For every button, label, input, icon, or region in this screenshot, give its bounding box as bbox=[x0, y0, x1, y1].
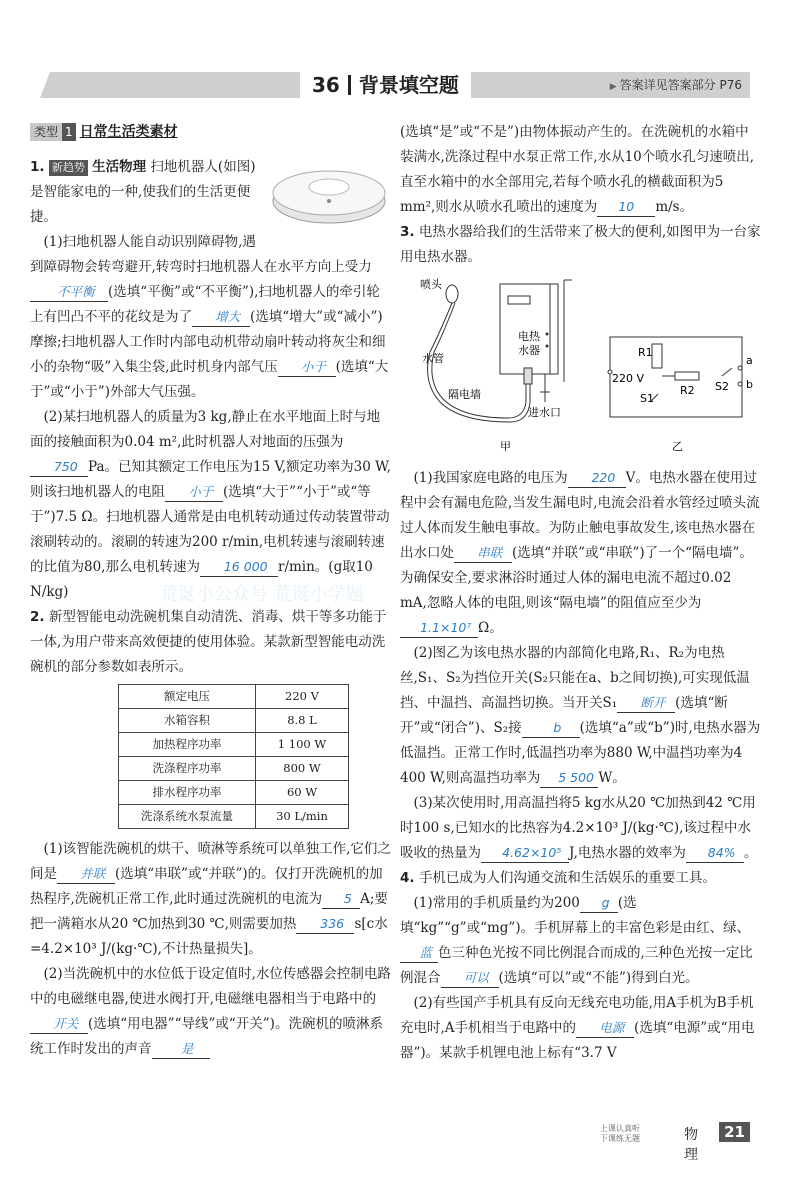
label-voltage: 220 V bbox=[612, 372, 645, 385]
label-heater-1: 电热 bbox=[518, 330, 540, 343]
spec-row bbox=[119, 685, 349, 709]
question-1: 1. 新趋势 生活物理 扫地机器人(如图)是智能家电的一种,使我们的生活更便捷。 (1)扫地机器人能自动识别障碍物,遇到障碍物会转弯避开,转弯时扫地机器人在水平方向上受力不平衡 (选填“平衡”或“不平衡”),扫地机器人的牵引轮上有凹凸不平的花纹是为了 增大 (选填“增大”或“减小”)摩擦;扫地机器人工作时内部电动机带动扇叶转动将灰尘和细小的杂物“吸”入集尘袋,此时机身内部气压 小于 (选填“大于”或“小于”)外部大气压强。 (2)某扫地机器人的质量为3 kg,静止在水平地面上时与地面的接触面积为0.04 m²,此时机器人对地面的压强为750 Pa。已知其额定工作电压为15 V,额定功率为30 W,则该扫地机器人的电阻 小于 (选填“大于”“小于”或“等于”)7.5 Ω。扫地机器人通常是由电机转动通过传动装置带动滚刷转动的。滚刷的转速为200 r/min,电机转速与滚刷转速的比值为80,那么电机转速为 16 000 r/min。(g取10 N/kg) bbox=[30, 155, 392, 605]
page-number: 21 bbox=[719, 1122, 750, 1142]
answer-blank: 220 bbox=[568, 469, 626, 488]
triangle-icon: ▶ bbox=[609, 82, 617, 92]
section-title: 日常生活类素材 bbox=[79, 124, 178, 140]
answer-blank: 开关 bbox=[30, 1015, 88, 1034]
spec-value: 60 W bbox=[256, 781, 349, 805]
answer-blank: 5 500 bbox=[540, 769, 598, 788]
footer-slogan: 上课认真听 下课练无题 bbox=[600, 1124, 640, 1143]
spec-key: 排水程序功率 bbox=[119, 781, 256, 805]
label-pipe: 水管 bbox=[422, 352, 444, 365]
spec-table bbox=[118, 684, 349, 829]
footer-subject: 物理 bbox=[684, 1127, 698, 1163]
spec-key: 加热程序功率 bbox=[119, 733, 256, 757]
topic-label: 生活物理 bbox=[92, 159, 147, 175]
spec-key: 洗涤程序功率 bbox=[119, 757, 256, 781]
section-heading bbox=[30, 120, 392, 145]
answer-blank: 断开 bbox=[617, 694, 675, 713]
answer-blank: 不平衡 bbox=[30, 283, 108, 302]
label-s2: S2 bbox=[715, 380, 729, 393]
answer-blank: 并联 bbox=[57, 865, 115, 884]
figure-drawing bbox=[400, 272, 762, 462]
label-fig-b: 乙 bbox=[672, 440, 683, 453]
label-wall: 隔电墙 bbox=[448, 388, 481, 401]
q4-number: 4. bbox=[400, 870, 415, 886]
answer-blank: 750 bbox=[30, 458, 88, 477]
answer-blank: 16 000 bbox=[200, 558, 278, 577]
answer-reference: ▶ 答案详见答案部分 P76 bbox=[609, 78, 742, 92]
label-fig-a: 甲 bbox=[500, 440, 511, 453]
label-heater-2: 水器 bbox=[518, 344, 540, 357]
watermark: 荒诞小公众号 荒诞小学题 bbox=[160, 584, 364, 605]
chapter-title: 背景填空题 bbox=[358, 73, 459, 97]
answer-blank: 小于 bbox=[165, 483, 223, 502]
spec-row bbox=[119, 805, 349, 829]
spec-value: 30 L/min bbox=[256, 805, 349, 829]
answer-blank: 84% bbox=[686, 844, 744, 863]
answer-blank: 10 bbox=[597, 198, 655, 217]
right-column: (选填“是”或“不是”)由物体振动产生的。在洗碗机的水箱中装满水,洗涤过程中水泵正常工作,水从10个喷水孔匀速喷出,直至水箱中的水全部用完,若每个喷水孔的横截面积为5 mm²,则水从喷水孔喷出的速度为 10 m/s。 3. 电热水器给我们的生活带来了极大的便利,如图甲为一台家用电热水器。 喷头 水管 隔电墙 电热 水器 进水口 甲 220 V R1 R2 S1 S2 a b 乙 (1)我国家庭电路的电压为 220 V。电热水器在使用过程中会有漏电危险,当发生漏电时,电流会沿着水管经过喷头流过人体而发生触电事故。为防止触电事故发生,该电热水器在出水口处 串联 (选填“并联”或“串联”)了一个“隔电墙”。为确保安全,要求淋浴时通过人体的漏电电流不超过0.02 mA,忽略人体的电阻,则该“隔电墙”的阻值应至少为1.1×10⁷ Ω。 (2)图乙为该电热水器的内部简化电路,R₁、R₂为电热丝,S₁、S₂为挡位开关(S₂只能在a、b之间切换),可实现低温挡、中温挡、高温挡切换。当开关S₁ 断开 (选填“断开”或“闭合”)、S₂接 b (选填“a”或“b”)时,电热水器为低温挡。正常工作时,低温挡功率为880 W,中温挡功率为4 400 W,则高温挡功率为 5 500 W。 (3)某次使用时,用高温挡将5 kg水从20 ℃加热到42 ℃用时100 s,已知水的比热容为4.2×10³ J/(kg·℃),该过程中水吸收的热量为 4.62×10⁵ J,电热水器的效率为 84% 。 4. 手机已成为人们沟通交流和生活娱乐的重要工具。 (1)常用的手机质量约为200 g (选填“kg”“g”或“mg”)。手机屏幕上的丰富色彩是由红、绿、蓝 色三种色光按不同比例混合而成的,三种色光按一定比例混合 可以 (选填“可以”或“不能”)得到白光。 (2)有些国产手机具有反向无线充电功能,用A手机为B手机充电时,A手机相当于电路中的 电源 (选填“电源”或“用电器”)。某款手机锂电池上标有“3.7 V bbox=[400, 120, 762, 1066]
q3-number: 3. bbox=[400, 224, 415, 240]
label-point-a: a bbox=[746, 354, 753, 367]
label-r2: R2 bbox=[680, 384, 695, 397]
label-shower: 喷头 bbox=[420, 278, 442, 291]
label-r1: R1 bbox=[638, 346, 653, 359]
spec-value: 8.8 L bbox=[256, 709, 349, 733]
answer-blank: 是 bbox=[152, 1040, 210, 1059]
chapter-number: 36 bbox=[312, 73, 340, 97]
answer-blank: 小于 bbox=[278, 358, 336, 377]
question-3: 3. 电热水器给我们的生活带来了极大的便利,如图甲为一台家用电热水器。 喷头 水管 隔电墙 电热 水器 进水口 甲 220 V R1 R2 S1 S2 a b 乙 (1)我国家庭电路的电压为 220 V。电热水器在使用过程中会有漏电危险,当发生漏电时,电流会沿着水管经过喷头流过人体而发生触电事故。为防止触电事故发生,该电热水器在出水口处 串联 (选填“并联”或“串联”)了一个“隔电墙”。为确保安全,要求淋浴时通过人体的漏电电流不超过0.02 mA,忽略人体的电阻,则该“隔电墙”的阻值应至少为1.1×10⁷ Ω。 (2)图乙为该电热水器的内部简化电路,R₁、R₂为电热丝,S₁、S₂为挡位开关(S₂只能在a、b之间切换),可实现低温挡、中温挡、高温挡切换。当开关S₁ 断开 (选填“断开”或“闭合”)、S₂接 b (选填“a”或“b”)时,电热水器为低温挡。正常工作时,低温挡功率为880 W,中温挡功率为4 400 W,则高温挡功率为 5 500 W。 (3)某次使用时,用高温挡将5 kg水从20 ℃加热到42 ℃用时100 s,已知水的比热容为4.2×10³ J/(kg·℃),该过程中水吸收的热量为 4.62×10⁵ J,电热水器的效率为 84% 。 bbox=[400, 224, 761, 861]
page-title bbox=[300, 70, 471, 100]
robot-vacuum-image bbox=[267, 153, 392, 231]
answer-blank: 5 bbox=[322, 890, 360, 909]
spec-key: 洗涤系统水泵流量 bbox=[119, 805, 256, 829]
answer-blank: g bbox=[580, 894, 618, 913]
label-point-b: b bbox=[746, 378, 753, 391]
title-divider bbox=[348, 75, 351, 95]
question-2: 2. 新型智能电动洗碗机集自动清洗、消毒、烘干等多功能于一体,为用户带来高效便捷的使用体验。某款新型智能电动洗碗机的部分参数如表所示。 额定电压 220 V 水箱容积 8.8 L 加热程序功率 1 100 W 洗涤程序功率 800 W 排水程序功率 60 W 洗涤系统水泵流量 30 L/min (1)该智能洗碗机的烘干、喷淋等系统可以单独工作,它们之间是 并联 (选填“串联”或“并联”)的。仅打开洗碗机的加热程序,洗碗机正常工作,此时通过洗碗机的电流为 5 A;要把一满箱水从20 ℃加热到30 ℃,则需要加热 336 s[c水=4.2×10³ J/(kg·℃),不计热量损失]。 (2)当洗碗机中的水位低于设定值时,水位传感器会控制电路中的电磁继电器,使进水阀打开,电磁继电器相当于电路中的开关 (选填“用电器”“导线”或“开关”)。洗碗机的喷淋系统工作时发出的声音 是 bbox=[30, 609, 391, 1057]
label-inlet: 进水口 bbox=[528, 406, 561, 419]
answer-blank: 1.1×10⁷ bbox=[400, 619, 478, 638]
spec-value: 1 100 W bbox=[256, 733, 349, 757]
spec-value: 220 V bbox=[256, 685, 349, 709]
answer-blank: 4.62×10⁵ bbox=[481, 844, 569, 863]
type-tag: 类型 bbox=[30, 123, 62, 141]
answer-blank: b bbox=[522, 719, 580, 738]
spec-row bbox=[119, 757, 349, 781]
spec-row bbox=[119, 781, 349, 805]
spec-key: 水箱容积 bbox=[119, 709, 256, 733]
answer-blank: 蓝 bbox=[400, 944, 438, 963]
answer-blank: 增大 bbox=[192, 308, 250, 327]
q2-number: 2. bbox=[30, 609, 45, 625]
left-column bbox=[30, 120, 392, 1062]
spec-row bbox=[119, 709, 349, 733]
water-heater-figure bbox=[400, 272, 762, 462]
answer-blank: 电源 bbox=[576, 1019, 634, 1038]
answer-blank: 串联 bbox=[454, 544, 512, 563]
answer-blank: 336 bbox=[296, 915, 354, 934]
q1-number: 1. bbox=[30, 159, 45, 175]
spec-row bbox=[119, 733, 349, 757]
spec-key: 额定电压 bbox=[119, 685, 256, 709]
spec-value: 800 W bbox=[256, 757, 349, 781]
trend-tag: 新趋势 bbox=[49, 160, 88, 176]
answer-blank: 可以 bbox=[441, 969, 499, 988]
label-s1: S1 bbox=[640, 392, 654, 405]
type-number: 1 bbox=[62, 123, 76, 141]
question-4: 4. 手机已成为人们沟通交流和生活娱乐的重要工具。 (1)常用的手机质量约为200 g (选填“kg”“g”或“mg”)。手机屏幕上的丰富色彩是由红、绿、蓝 色三种色光按不同比例混合而成的,三种色光按一定比例混合 可以 (选填“可以”或“不能”)得到白光。 (2)有些国产手机具有反向无线充电功能,用A手机为B手机充电时,A手机相当于电路中的 电源 (选填“电源”或“用电器”)。某款手机锂电池上标有“3.7 V bbox=[400, 870, 755, 1061]
